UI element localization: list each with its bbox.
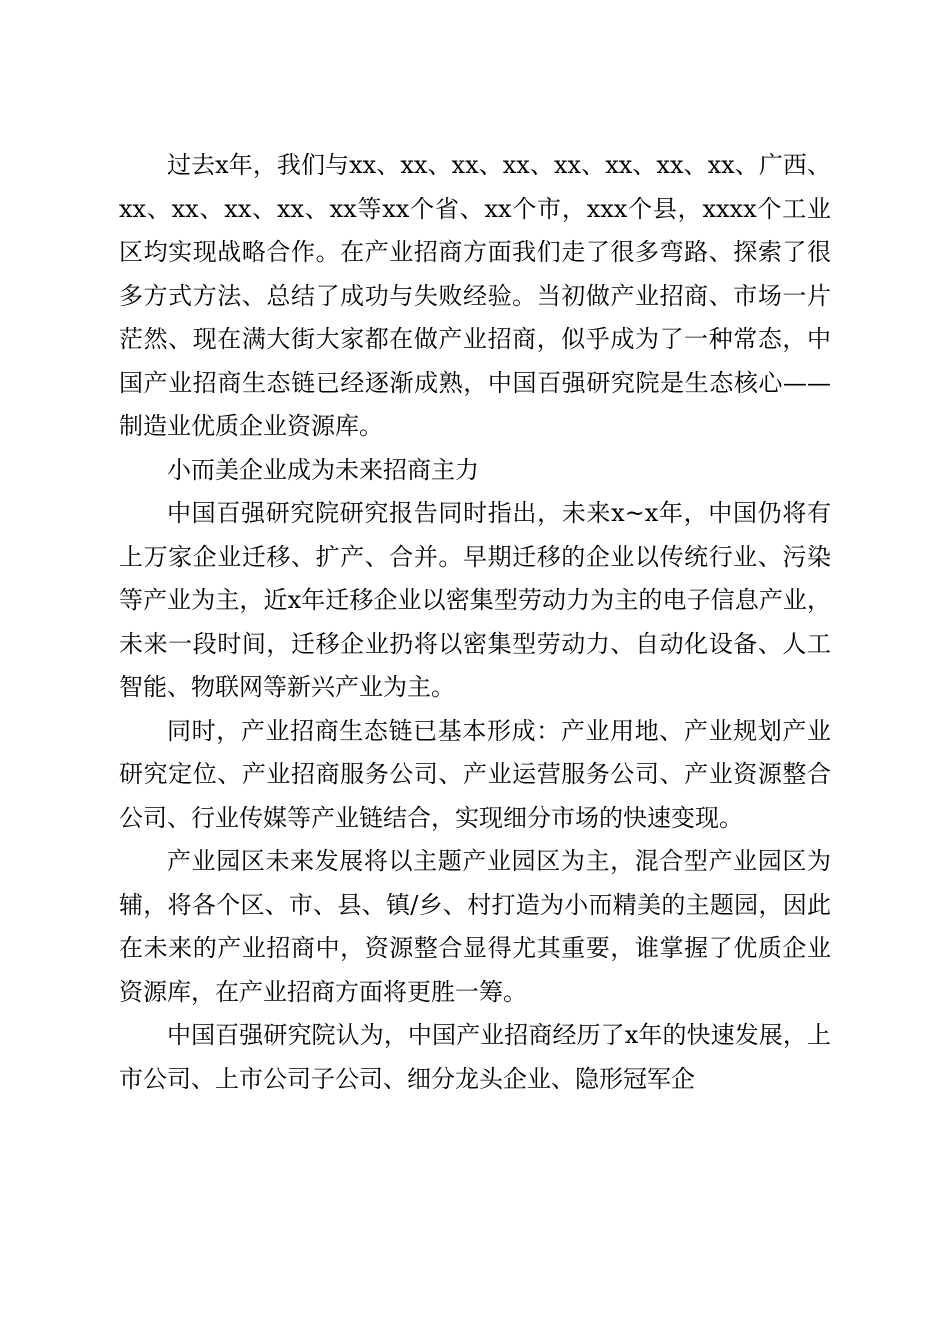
paragraph-investment-ecosystem: 同时，产业招商生态链已基本形成：产业用地、产业规划产业研究定位、产业招商服务公司、产业运营服务公司、产业资源整合公司、行业传媒等产业链结合，实现细分市场的快速变现。 <box>119 716 831 832</box>
document-body <box>119 144 831 1101</box>
paragraph-enterprise-migration: 中国百强研究院研究报告同时指出，未来x~x年，中国仍将有上万家企业迁移、扩产、合并。早期迁移的企业以传统行业、污染等产业为主，近x年迁移企业以密集型劳动力为主的电子信息产业，未来一段时间，迁移企业扔将以密集型劳动力、自动化设备、人工智能、物联网等新兴产业为主。 <box>119 499 831 701</box>
paragraph-strategic-cooperation: 过去x年，我们与xx、xx、xx、xx、xx、xx、xx、xx、广西、xx、xx、xx、xx、xx等xx个省、xx个市，xxx个县，xxxx个工业区均实现战略合作。在产业招商方面我们走了很多弯路、探索了很多方式方法、总结了成功与失败经验。当初做产业招商、市场一片茫然、现在满大街大家都在做产业招商，似乎成为了一种常态，中国产业招商生态链已经逐渐成熟，中国百强研究院是生态核心——制造业优质企业资源库。 <box>119 151 831 440</box>
paragraph-industrial-parks: 产业园区未来发展将以主题产业园区为主，混合型产业园区为辅，将各个区、市、县、镇/乡、村打造为小而精美的主题园，因此在未来的产业招商中，资源整合显得尤其重要，谁掌握了优质企业资源库，在产业招商方面将更胜一筹。 <box>119 847 831 1006</box>
section-heading-small-enterprises: 小而美企业成为未来招商主力 <box>167 455 479 484</box>
paragraph-rapid-development: 中国百强研究院认为，中国产业招商经历了x年的快速发展，上市公司、上市公司子公司、细分龙头企业、隐形冠军企 <box>119 1021 831 1093</box>
